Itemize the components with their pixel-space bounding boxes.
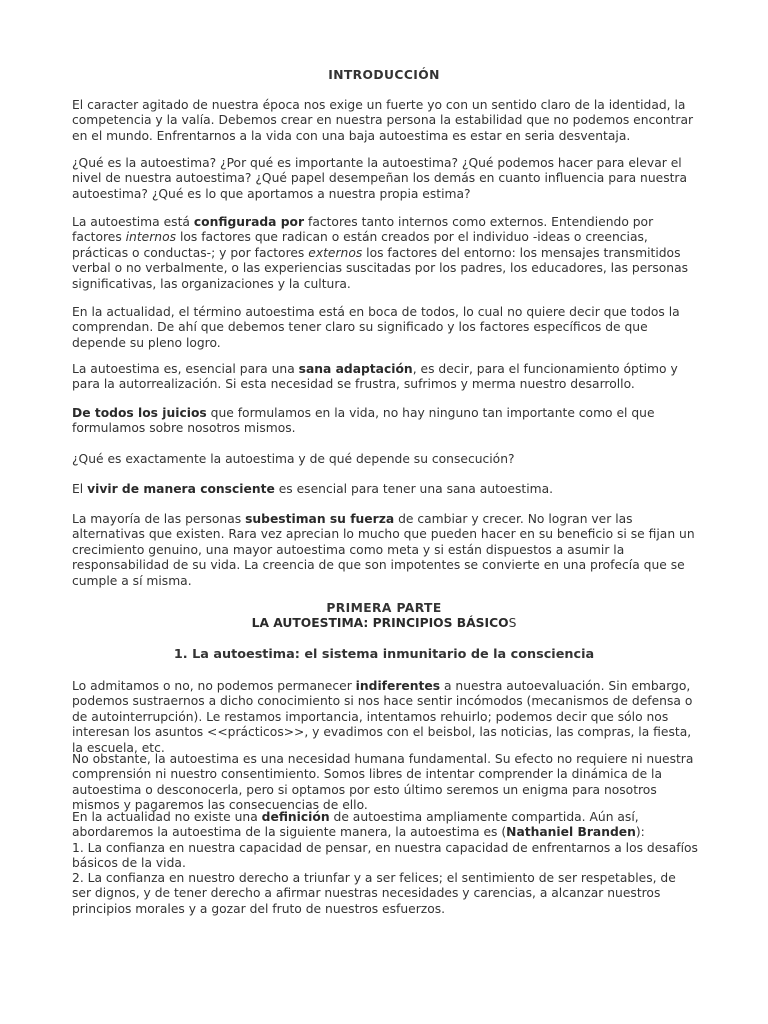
text-run: de autoestima ampliamente compartida. Aún así, abordaremos la autoestima de la siguiente manera, la autoestima es ( [72,810,639,840]
paragraph-adaptacion [72,362,698,393]
list-item-2: 2. La confianza en nuestro derecho a triunfar y a ser felices; el sentimiento de ser respetables, de ser dignos, y de tener derecho a afirmar nuestras necesidades y carencias, a alcanzar nuestros principios morales y a gozar del fruto de nuestros esfuerzos. [72,871,676,916]
bold-phrase: configurada por [193,215,305,229]
text-run: los factores del entorno: los mensajes transmitidos verbal o no verbalmente, o las experiencias suscitadas por los padres, los educadores, las personas significativas, las organizaciones y la cultura. [72,245,689,291]
text-run: los factores que radican o están creados por el individuo -ideas o creencias, prácticas o conductas-; y por factores [72,230,648,260]
paragraph-factors [72,215,698,292]
paragraph-necesidad: No obstante, la autoestima es una necesidad humana fundamental. Su efecto no requiere ni nuestra comprensión ni nuestro consentimiento. Somos libres de intentar comprender la dinámica de la autoestima o desconocerla, pero si optamos por esto último seremos un enigma para nosotros mismos y pagaremos las consecuencias de ello. [72,752,694,813]
paragraph-intro: El caracter agitado de nuestra época nos exige un fuerte yo con un sentido claro de la identidad, la competencia y la valía. Debemos crear en nuestra persona la estabilidad que no podemos encontrar en el mundo. Enfrentarnos a la vida con una baja autoestima es estar en seria desventaja. [72,98,694,143]
text-run: La mayoría de las personas [72,512,246,526]
bold-phrase: sana adaptación [298,362,413,376]
text-run: es esencial para tener una sana autoestima. [274,482,554,496]
paragraph-fuerza [72,512,698,589]
text-run: La autoestima está [72,215,194,229]
bold-phrase: vivir de manera consciente [87,482,275,496]
text-run: , es decir, para el funcionamiento óptimo y para la autorrealización. Si esta necesidad se frustra, sufrimos y merma nuestro desarrollo. [72,362,678,392]
paragraph-actualidad: En la actualidad, el término autoestima está en boca de todos, lo cual no quiere decir que todos la comprendan. De ahí que debemos tener claro su significado y los factores específicos de que depende su pleno logro. [72,305,680,350]
list-item-1: 1. La confianza en nuestra capacidad de pensar, en nuestra capacidad de enfrentarnos a los desafíos básicos de la vida. [72,841,698,871]
paragraph-consciente [72,482,698,497]
bold-phrase: indiferentes [355,679,441,693]
text-run: ): [635,825,645,840]
part-subtitle [0,616,768,631]
text-run: La autoestima es, esencial para una [72,362,299,376]
paragraph-indiferentes [72,679,698,756]
paragraph-juicios [72,406,698,437]
author-name: Nathaniel Branden [506,825,636,840]
bold-phrase: subestiman su fuerza [245,512,395,526]
section-title: 1. La autoestima: el sistema inmunitario de la consciencia [173,647,595,662]
paragraph-definicion [72,810,698,841]
paragraph-question: ¿Qué es exactamente la autoestima y de qué depende su consecución? [72,452,515,466]
text-run: de cambiar y crecer. No logran ver las alternativas que existen. Rara vez aprecian lo mucho que pueden hacer en su beneficio si se fijan un crecimiento genuino, una mayor autoestima como meta y si están dispuestos a asumir la responsabilidad de su vida. La creencia de que son impotentes se convierte en una profecía que se cumple a sí misma. [72,512,695,588]
italic-phrase: externos [308,245,363,260]
bold-phrase: De todos los juicios [72,406,207,420]
part-subtitle-main: LA AUTOESTIMA: PRINCIPIOS BÁSICO [251,616,509,630]
text-run: a nuestra autoevaluación. Sin embargo, podemos sustraernos a dicho conocimiento si nos hace sentir incómodos (mecanismos de defensa o de autointerrupción). Le restamos importancia, intentamos rehuirlo; podemos decir que sólo nos interesan los asuntos <<prácticos>>, y evadimos con el beisbol, las noticias, las compras, la fiesta, la escuela, etc. [72,679,693,755]
text-run: En la actualidad no existe una [72,810,262,824]
paragraph-questions: ¿Qué es la autoestima? ¿Por qué es importante la autoestima? ¿Qué podemos hacer para elevar el nivel de nuestra autoestima? ¿Qué papel desempeñan los demás en cuanto influencia para nuestra autoestima? ¿Qué es lo que aportamos a nuestra propia estima? [72,156,688,201]
italic-phrase: internos [125,230,177,245]
text-run: que formulamos en la vida, no hay ninguno tan importante como el que formulamos sobre nosotros mismos. [72,406,655,436]
part-title: PRIMERA PARTE [326,601,442,615]
bold-phrase: definición [261,810,330,824]
text-run: Lo admitamos o no, no podemos permanecer [72,679,356,693]
document-title: INTRODUCCIÓN [328,68,440,82]
part-subtitle-end: S [508,616,517,630]
text-run: El [72,482,88,496]
text-run: factores tanto internos como externos. Entendiendo por factores [72,215,654,245]
